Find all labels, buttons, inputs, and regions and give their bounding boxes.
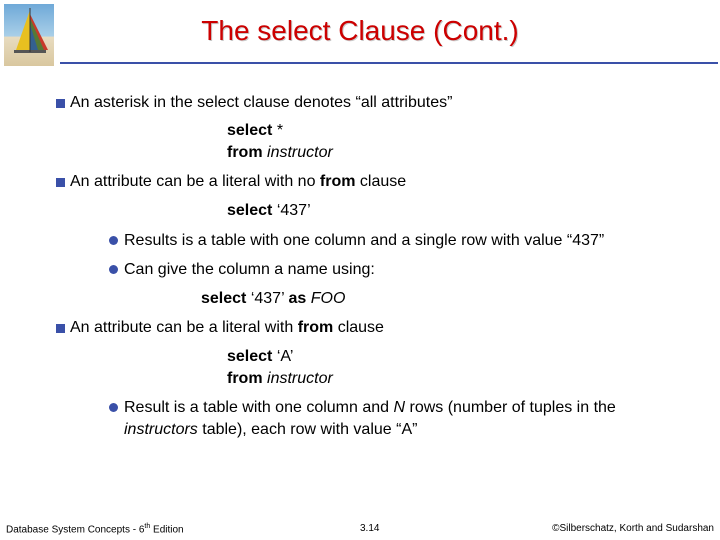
code-select-437 [227, 200, 311, 222]
variable-n: N [393, 399, 406, 416]
round-bullet-icon [109, 403, 118, 412]
sub-bullet-text: Results is a table with one column and a single row with value “437” [124, 232, 605, 249]
code-literal: ‘A’ [272, 348, 294, 365]
code-select-a [227, 346, 333, 390]
keyword-select: select [227, 202, 273, 219]
code-select-as [201, 288, 345, 310]
code-table: instructor [262, 144, 333, 161]
sub-bullet-results [124, 230, 604, 252]
bullet-text-end: clause [355, 173, 407, 190]
table-name: instructors [124, 421, 198, 438]
keyword-select: select [201, 290, 247, 307]
sub-bullet-result-n-rows [124, 397, 616, 441]
bullet-text: An asterisk in the select clause denotes “all attributes” [70, 94, 453, 111]
bullet-text: An attribute can be a literal with [70, 319, 298, 336]
code-star: * [272, 122, 284, 139]
bullet-asterisk [70, 93, 452, 113]
sub-bullet-name-column [124, 259, 375, 281]
bullet-text: An attribute can be a literal with no [70, 173, 320, 190]
footer-superscript: th [144, 523, 151, 530]
footer-copyright: ©Silberschatz, Korth and Sudarshan [552, 523, 714, 534]
bullet-literal-with-from [70, 318, 384, 338]
round-bullet-icon [109, 236, 118, 245]
keyword-from: from [227, 144, 263, 161]
code-select-star [227, 120, 333, 164]
slide-title: The select Clause (Cont.) [201, 15, 519, 46]
sub-bullet-text-end: table), each row with value “A” [197, 421, 418, 438]
title-divider [60, 62, 718, 64]
bullet-literal-no-from [70, 172, 406, 192]
code-literal: ‘437’ [246, 290, 289, 307]
keyword-as: as [288, 290, 307, 307]
footer-slide-number: 3.14 [360, 523, 380, 534]
sub-bullet-text-mid: rows (number of tuples in the [405, 399, 616, 416]
footer-edition: Edition [150, 524, 184, 536]
keyword-select: select [227, 122, 273, 139]
keyword-from: from [297, 319, 334, 336]
round-bullet-icon [109, 265, 118, 274]
code-literal: ‘437’ [272, 202, 311, 219]
footer-book-text: Database System Concepts - 6 [6, 524, 145, 536]
footer-book-title [6, 523, 184, 535]
keyword-from: from [227, 370, 263, 387]
square-bullet-icon [56, 324, 65, 333]
square-bullet-icon [56, 178, 65, 187]
sub-bullet-text: Can give the column a name using: [124, 261, 375, 278]
square-bullet-icon [56, 99, 65, 108]
sub-bullet-text: Result is a table with one column and [124, 399, 394, 416]
bullet-text-end: clause [333, 319, 384, 336]
keyword-from: from [319, 173, 356, 190]
keyword-select: select [227, 348, 273, 365]
code-alias: FOO [306, 290, 346, 307]
code-table: instructor [262, 370, 333, 387]
